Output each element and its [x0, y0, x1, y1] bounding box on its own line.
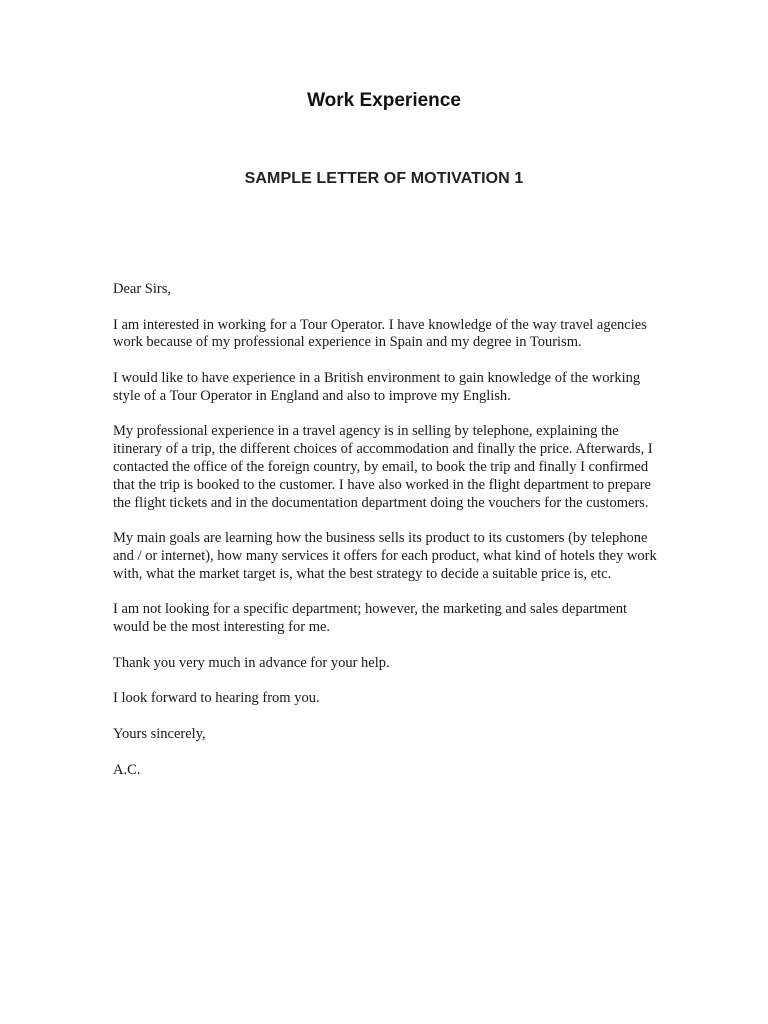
- letter-signature: A.C.: [113, 761, 141, 778]
- letter-paragraph-2: I would like to have experience in a British environment to gain knowledge of the working style of a Tour Operator in England and also to improve my English.: [113, 369, 641, 404]
- letter-paragraph-3: My professional experience in a travel agency is in selling by telephone, explaining the itinerary of a trip, the different choices of accommodation and finally the price. Afterwards, I contacted the office of the foreign country, by email, to book the trip and finally I confirmed that the trip is booked to the customer. I have also worked in the flight department to prepare the flight tickets and in the documentation department doing the vouchers for the customers.: [113, 423, 653, 511]
- letter-paragraph-7: I look forward to hearing from you.: [113, 690, 320, 707]
- letter-paragraph-4: My main goals are learning how the business sells its product to its customers (by telephone and / or internet), how many services it offers for each product, what kind of hotels they work with, what the market target is, what the best strategy to decide a suitable price is, etc.: [113, 530, 657, 582]
- letter-closing: Yours sincerely,: [113, 725, 206, 742]
- letter-body: [113, 281, 663, 797]
- letter-salutation: Dear Sirs,: [113, 281, 171, 297]
- letter-paragraph-6: Thank you very much in advance for your help.: [113, 654, 390, 671]
- letter-paragraph-5: I am not looking for a specific department; however, the marketing and sales department would be the most interesting for me.: [113, 601, 627, 636]
- document-subtitle: SAMPLE LETTER OF MOTIVATION 1: [244, 170, 524, 187]
- letter-paragraph-1: I am interested in working for a Tour Operator. I have knowledge of the way travel agencies work because of my professional experience in Spain and my degree in Tourism.: [113, 316, 647, 351]
- page-title: Work Experience: [307, 90, 461, 111]
